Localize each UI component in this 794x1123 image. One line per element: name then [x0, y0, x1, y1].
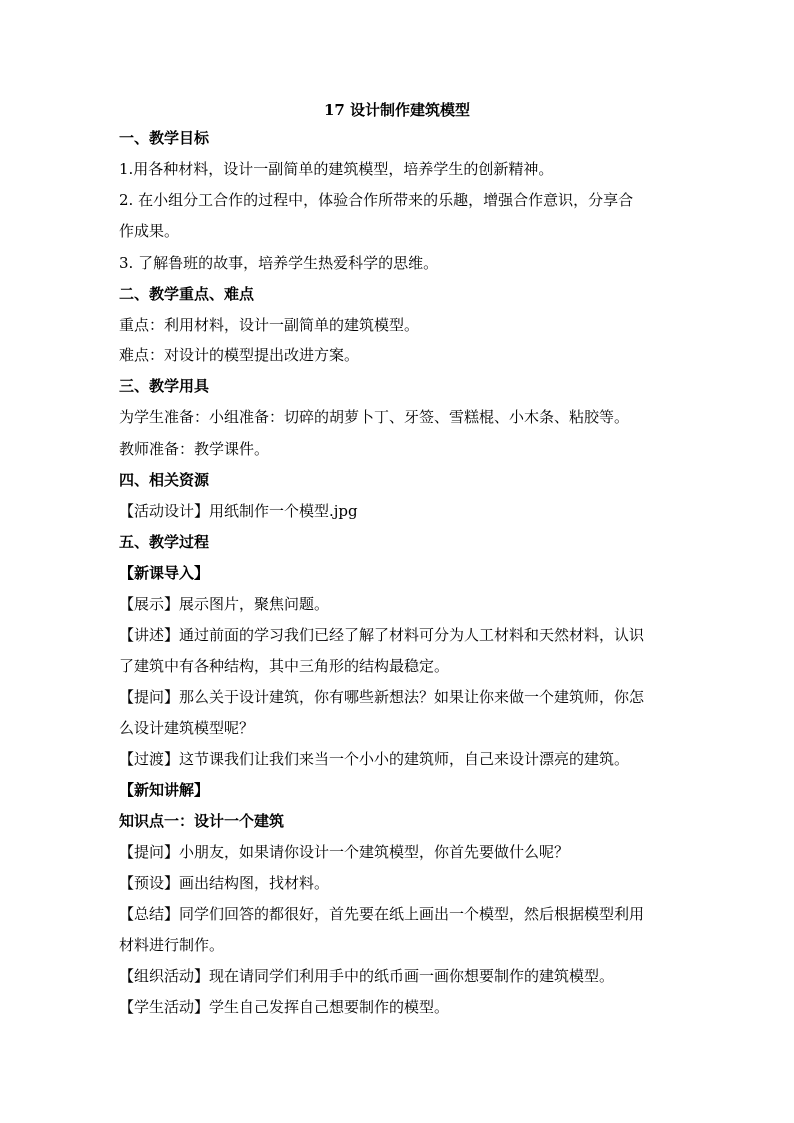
section-heading-process: 五、教学过程 — [119, 533, 210, 551]
paragraph-line: 难点：对设计的模型提出改进方案。 — [119, 346, 360, 364]
section-heading-tools: 三、教学用具 — [119, 377, 210, 395]
subsection-heading-point-one: 知识点一：设计一个建筑 — [119, 812, 285, 830]
paragraph-line: 了建筑中有各种结构，其中三角形的结构最稳定。 — [119, 657, 450, 675]
paragraph-line: 【讲述】通过前面的学习我们已经了解了材料可分为人工材料和天然材料，认识 — [119, 626, 645, 644]
paragraph-line: 3. 了解鲁班的故事，培养学生热爱科学的思维。 — [119, 254, 439, 272]
section-heading-key-points: 二、教学重点、难点 — [119, 285, 255, 303]
paragraph-line: 教师准备：教学课件。 — [119, 440, 270, 458]
paragraph-line: 【预设】画出结构图，找材料。 — [119, 874, 330, 892]
section-heading-resources: 四、相关资源 — [119, 471, 210, 489]
paragraph-line: 【提问】小朋友，如果请你设计一个建筑模型，你首先要做什么呢？ — [119, 843, 570, 861]
paragraph-line: 【提问】那么关于设计建筑，你有哪些新想法？如果让你来做一个建筑师，你怎 — [119, 688, 645, 706]
document-title: 17 设计制作建筑模型 — [323, 101, 471, 119]
paragraph-line: 么设计建筑模型呢？ — [119, 719, 255, 737]
paragraph-line: 【组织活动】现在请同学们利用手中的纸币画一画你想要制作的建筑模型。 — [119, 967, 615, 985]
subsection-heading-intro: 【新课导入】 — [119, 564, 210, 582]
paragraph-line: 【总结】同学们回答的都很好，首先要在纸上画出一个模型，然后根据模型利用 — [119, 905, 645, 923]
paragraph-line: 1.用各种材料，设计一副简单的建筑模型，培养学生的创新精神。 — [119, 160, 554, 178]
paragraph-line: 重点：利用材料，设计一副简单的建筑模型。 — [119, 316, 420, 334]
paragraph-line: 作成果。 — [119, 222, 180, 240]
section-heading-objectives: 一、教学目标 — [119, 129, 210, 147]
paragraph-line: 为学生准备：小组准备：切碎的胡萝卜丁、牙签、雪糕棍、小木条、粘胶等。 — [119, 408, 630, 426]
subsection-heading-new-knowledge: 【新知讲解】 — [119, 781, 210, 799]
paragraph-line: 2. 在小组分工合作的过程中，体验合作所带来的乐趣，增强合作意识，分享合 — [119, 191, 634, 209]
paragraph-line: 【过渡】这节课我们让我们来当一个小小的建筑师，自己来设计漂亮的建筑。 — [119, 750, 630, 768]
paragraph-line: 【学生活动】学生自己发挥自己想要制作的模型。 — [119, 998, 450, 1016]
paragraph-line: 【展示】展示图片，聚焦问题。 — [119, 595, 330, 613]
paragraph-line: 【活动设计】用纸制作一个模型.jpg — [119, 502, 358, 520]
paragraph-line: 材料进行制作。 — [119, 936, 225, 954]
